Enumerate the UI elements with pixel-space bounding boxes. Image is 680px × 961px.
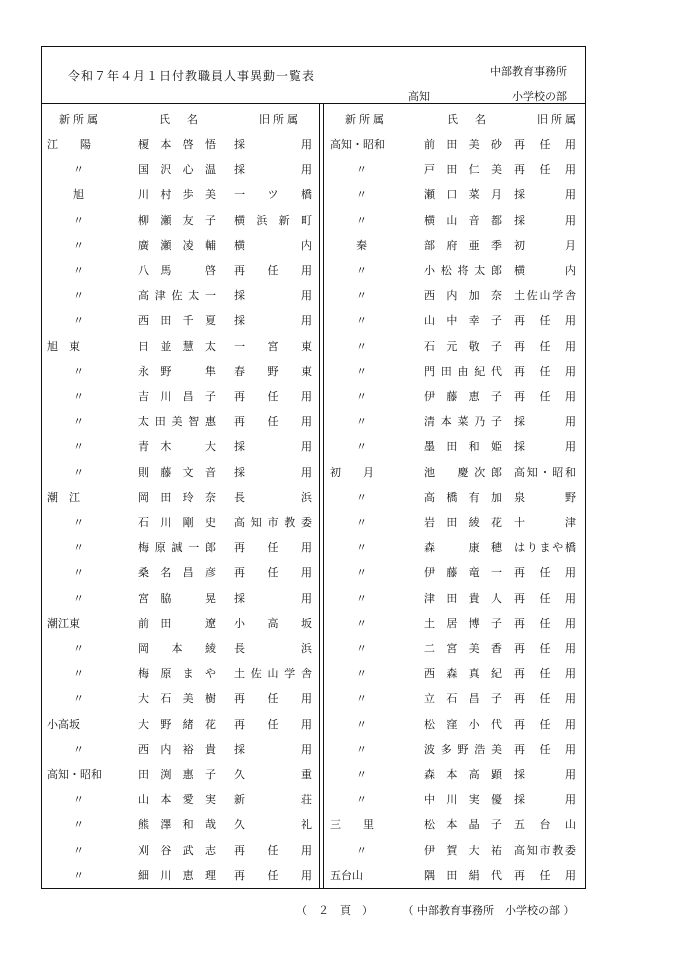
new-affiliation-cell: 〃: [356, 566, 367, 580]
new-affiliation-cell: 〃: [73, 667, 84, 681]
old-affiliation-cell: 採 用: [514, 440, 576, 454]
new-affiliation-cell: 秦: [356, 238, 367, 252]
name-cell: 西 田 千 夏: [138, 314, 216, 328]
new-affiliation-cell: 〃: [356, 188, 367, 202]
new-affiliation-cell: 旭 東: [47, 339, 80, 353]
name-cell: 隅 田 絹 代: [424, 868, 502, 882]
name-cell: 伊 賀 大 祐: [424, 843, 502, 857]
new-affiliation-cell: 高知・昭和: [330, 138, 385, 151]
name-cell: 熊 澤 和 哉: [138, 818, 216, 832]
new-affiliation-cell: 〃: [73, 213, 84, 227]
new-affiliation-cell: 〃: [356, 742, 367, 756]
name-cell: 吉 川 昌 子: [138, 390, 216, 403]
old-affiliation-cell: 小 高 坂: [234, 616, 312, 630]
name-cell: 岡 本 綾: [138, 642, 216, 655]
new-affiliation-cell: 潮 江: [47, 490, 80, 504]
old-affiliation-cell: 再 任 用: [234, 415, 312, 429]
new-affiliation-cell: 〃: [73, 793, 84, 807]
name-cell: 高 津 佐 太 一: [138, 289, 216, 303]
name-cell: 松 本 晶 子: [424, 818, 502, 832]
old-affiliation-cell: 再 任 用: [514, 642, 576, 655]
old-affiliation-cell: 泉 野: [514, 490, 576, 504]
old-affiliation-cell: 再 任 用: [514, 742, 576, 756]
old-affiliation-cell: 再 任 用: [234, 717, 312, 731]
name-cell: 西 内 裕 貴: [138, 742, 216, 756]
new-affiliation-cell: 〃: [356, 339, 367, 353]
name-cell: 大 石 美 樹: [138, 692, 216, 706]
column-header-new-affiliation: 新所属: [345, 113, 387, 126]
name-cell: 部 府 亜 季: [424, 238, 502, 252]
new-affiliation-cell: 〃: [73, 591, 84, 605]
name-cell: 山 本 愛 実: [138, 793, 216, 807]
name-cell: 則 藤 文 音: [138, 465, 216, 479]
name-cell: 森 康 穂: [424, 541, 502, 555]
old-affiliation-cell: 再 任 用: [234, 843, 312, 857]
old-affiliation-cell: 横 内: [234, 238, 312, 252]
new-affiliation-cell: 江 陽: [47, 138, 91, 151]
new-affiliation-cell: 〃: [356, 667, 367, 681]
new-affiliation-cell: 〃: [73, 818, 84, 832]
new-affiliation-cell: 〃: [73, 742, 84, 756]
new-affiliation-cell: 〃: [356, 213, 367, 227]
name-cell: 森 本 高 顕: [424, 768, 502, 781]
old-affiliation-cell: 再 任 用: [514, 591, 576, 605]
old-affiliation-cell: 採 用: [514, 188, 576, 202]
name-cell: 二 宮 美 香: [424, 642, 502, 655]
new-affiliation-cell: 〃: [356, 516, 367, 529]
old-affiliation-cell: 採 用: [234, 289, 312, 303]
old-affiliation-cell: 採 用: [234, 163, 312, 177]
old-affiliation-cell: 長 浜: [234, 490, 312, 504]
page-number: （ ２ 頁 ）: [296, 904, 373, 917]
old-affiliation-cell: 再 任 用: [234, 868, 312, 882]
old-affiliation-cell: 土 佐 山 学 舎: [234, 667, 312, 681]
old-affiliation-cell: 再 任 用: [514, 667, 576, 681]
old-affiliation-cell: 再 任 用: [234, 390, 312, 403]
new-affiliation-cell: 〃: [356, 163, 367, 177]
name-cell: 墨 田 和 姫: [424, 440, 502, 454]
name-cell: 細 川 恵 理: [138, 868, 216, 882]
new-affiliation-cell: 〃: [356, 616, 367, 630]
old-affiliation-cell: 再 任 用: [514, 390, 576, 403]
old-affiliation-cell: 高 知 市 教 委: [234, 516, 312, 529]
new-affiliation-cell: 〃: [73, 843, 84, 857]
old-affiliation-cell: 採 用: [514, 415, 576, 429]
new-affiliation-cell: 〃: [73, 238, 84, 252]
column-header-name: 氏 名: [447, 113, 489, 126]
name-cell: 岡 田 玲 奈: [138, 490, 216, 504]
header-divider: [42, 103, 585, 104]
new-affiliation-cell: 〃: [356, 591, 367, 605]
old-affiliation-cell: 横 内: [514, 264, 576, 277]
new-affiliation-cell: 〃: [73, 642, 84, 655]
name-cell: 戸 田 仁 美: [424, 163, 502, 177]
column-divider: [319, 103, 320, 888]
new-affiliation-cell: 〃: [356, 768, 367, 781]
new-affiliation-cell: 三 里: [330, 818, 374, 832]
column-header-new-affiliation: 新所属: [59, 113, 101, 126]
new-affiliation-cell: 〃: [73, 516, 84, 529]
old-affiliation-cell: は り ま や 橋: [514, 541, 576, 555]
name-cell: 石 川 剛 史: [138, 516, 216, 529]
new-affiliation-cell: 〃: [356, 793, 367, 807]
name-cell: 高 橋 有 加: [424, 490, 502, 504]
new-affiliation-cell: 〃: [356, 314, 367, 328]
old-affiliation-cell: 土 佐 山 学 舎: [514, 289, 576, 303]
old-affiliation-cell: 一 宮 東: [234, 339, 312, 353]
old-affiliation-cell: 久 重: [234, 768, 312, 781]
old-affiliation-cell: 新 荘: [234, 793, 312, 807]
new-affiliation-cell: 〃: [356, 415, 367, 429]
old-affiliation-cell: 高 知 ・ 昭 和: [514, 465, 576, 479]
old-affiliation-cell: 五 台 山: [514, 818, 576, 832]
new-affiliation-cell: 〃: [73, 415, 84, 429]
name-cell: 清 本 菜 乃 子: [424, 415, 502, 429]
old-affiliation-cell: 再 任 用: [514, 566, 576, 580]
old-affiliation-cell: 高 知 市 教 委: [514, 843, 576, 857]
old-affiliation-cell: 再 任 用: [514, 163, 576, 177]
name-cell: 中 川 実 優: [424, 793, 502, 807]
old-affiliation-cell: 再 任 用: [514, 717, 576, 731]
new-affiliation-cell: 初 月: [330, 465, 374, 479]
name-cell: 宮 脇 晃: [138, 591, 216, 605]
name-cell: 榎 本 啓 悟: [138, 138, 216, 151]
name-cell: 大 野 緒 花: [138, 717, 216, 731]
new-affiliation-cell: 〃: [73, 390, 84, 403]
page-footer: [296, 902, 575, 918]
old-affiliation-cell: 再 任 用: [514, 138, 576, 151]
new-affiliation-cell: 〃: [73, 264, 84, 277]
section-name: 小学校の部: [512, 90, 567, 103]
name-cell: 西 内 加 奈: [424, 289, 502, 303]
name-cell: 青 木 大: [138, 440, 216, 454]
office-name: 中部教育事務所: [490, 65, 567, 78]
old-affiliation-cell: 採 用: [234, 440, 312, 454]
new-affiliation-cell: 〃: [356, 843, 367, 857]
name-cell: 松 窪 小 代: [424, 717, 502, 731]
name-cell: 門 田 由 紀 代: [424, 364, 502, 378]
old-affiliation-cell: 採 用: [234, 465, 312, 479]
new-affiliation-cell: 〃: [73, 289, 84, 303]
name-cell: 岩 田 綾 花: [424, 516, 502, 529]
name-cell: 波 多 野 浩 美: [424, 742, 502, 756]
name-cell: 廣 瀬 凌 輔: [138, 238, 216, 252]
old-affiliation-cell: 十 津: [514, 516, 576, 529]
name-cell: 西 森 真 紀: [424, 667, 502, 681]
name-cell: 瀬 口 菜 月: [424, 188, 502, 202]
column-header-old-affiliation: 旧所属: [537, 113, 579, 126]
name-cell: 前 田 遼: [138, 616, 216, 630]
old-affiliation-cell: 採 用: [514, 793, 576, 807]
footer-note: （ 中部教育事務所 小学校の部 ）: [402, 904, 575, 917]
old-affiliation-cell: 採 用: [234, 138, 312, 151]
old-affiliation-cell: 再 任 用: [234, 264, 312, 277]
name-cell: 土 居 博 子: [424, 616, 502, 630]
name-cell: 山 中 幸 子: [424, 314, 502, 328]
new-affiliation-cell: 高知・昭和: [47, 768, 102, 781]
old-affiliation-cell: 再 任 用: [514, 692, 576, 706]
new-affiliation-cell: 〃: [356, 692, 367, 706]
old-affiliation-cell: 再 任 用: [234, 541, 312, 555]
name-cell: 津 田 貴 人: [424, 591, 502, 605]
name-cell: 石 元 敬 子: [424, 339, 502, 353]
new-affiliation-cell: 〃: [356, 541, 367, 555]
new-affiliation-cell: 〃: [73, 364, 84, 378]
name-cell: 八 馬 啓: [138, 264, 216, 277]
name-cell: 池 慶 次 郎: [424, 465, 502, 479]
name-cell: 梅 原 ま や: [138, 667, 216, 681]
name-cell: 桑 名 昌 彦: [138, 566, 216, 580]
new-affiliation-cell: 〃: [356, 642, 367, 655]
old-affiliation-cell: 再 任 用: [514, 868, 576, 882]
old-affiliation-cell: 採 用: [514, 768, 576, 781]
new-affiliation-cell: 〃: [73, 868, 84, 882]
old-affiliation-cell: 横 浜 新 町: [234, 213, 312, 227]
old-affiliation-cell: 初 月: [514, 238, 576, 252]
name-cell: 柳 瀬 友 子: [138, 213, 216, 227]
new-affiliation-cell: 〃: [73, 566, 84, 580]
name-cell: 伊 藤 竜 一: [424, 566, 502, 580]
name-cell: 太 田 美 智 惠: [138, 415, 216, 429]
document-title: 令和７年４月１日付教職員人事異動一覧表: [68, 69, 316, 83]
name-cell: 梅 原 誠 一 郎: [138, 541, 216, 555]
name-cell: 刈 谷 武 志: [138, 843, 216, 857]
old-affiliation-cell: 再 任 用: [514, 314, 576, 328]
old-affiliation-cell: 採 用: [234, 742, 312, 756]
name-cell: 国 沢 心 温: [138, 163, 216, 177]
new-affiliation-cell: 〃: [73, 541, 84, 555]
old-affiliation-cell: 採 用: [234, 314, 312, 328]
new-affiliation-cell: 〃: [356, 289, 367, 303]
old-affiliation-cell: 再 任 用: [514, 616, 576, 630]
name-cell: 田 渕 惠 子: [138, 768, 216, 781]
name-cell: 川 村 歩 美: [138, 188, 216, 202]
name-cell: 小 松 将 太 郎: [424, 264, 502, 277]
name-cell: 横 山 音 都: [424, 213, 502, 227]
new-affiliation-cell: 旭: [73, 188, 84, 202]
old-affiliation-cell: 再 任 用: [234, 692, 312, 706]
name-cell: 立 石 昌 子: [424, 692, 502, 706]
name-cell: 前 田 美 砂: [424, 138, 502, 151]
old-affiliation-cell: 再 任 用: [514, 364, 576, 378]
column-header-old-affiliation: 旧所属: [259, 113, 301, 126]
old-affiliation-cell: 再 任 用: [234, 566, 312, 580]
new-affiliation-cell: 五台山: [330, 868, 363, 882]
new-affiliation-cell: 〃: [356, 264, 367, 277]
old-affiliation-cell: 久 礼: [234, 818, 312, 832]
new-affiliation-cell: 〃: [73, 692, 84, 706]
new-affiliation-cell: 〃: [356, 364, 367, 378]
old-affiliation-cell: 一 ツ 橋: [234, 188, 312, 202]
name-cell: 永 野 隼: [138, 364, 216, 378]
column-divider: [323, 103, 324, 888]
new-affiliation-cell: 小高坂: [47, 717, 80, 731]
old-affiliation-cell: 春 野 東: [234, 364, 312, 378]
new-affiliation-cell: 〃: [73, 465, 84, 479]
new-affiliation-cell: 〃: [73, 163, 84, 177]
new-affiliation-cell: 〃: [73, 314, 84, 328]
name-cell: 伊 藤 恵 子: [424, 390, 502, 403]
old-affiliation-cell: 採 用: [234, 591, 312, 605]
new-affiliation-cell: 〃: [356, 717, 367, 731]
new-affiliation-cell: 〃: [356, 440, 367, 454]
column-header-name: 氏 名: [159, 113, 201, 126]
new-affiliation-cell: 潮江東: [47, 616, 80, 630]
new-affiliation-cell: 〃: [356, 390, 367, 403]
city-name: 高知: [408, 90, 430, 103]
old-affiliation-cell: 採 用: [514, 213, 576, 227]
new-affiliation-cell: 〃: [356, 490, 367, 504]
new-affiliation-cell: 〃: [73, 440, 84, 454]
old-affiliation-cell: 長 浜: [234, 642, 312, 655]
name-cell: 日 並 慧 太: [138, 339, 216, 353]
old-affiliation-cell: 再 任 用: [514, 339, 576, 353]
personnel-table-sheet: [41, 46, 586, 889]
